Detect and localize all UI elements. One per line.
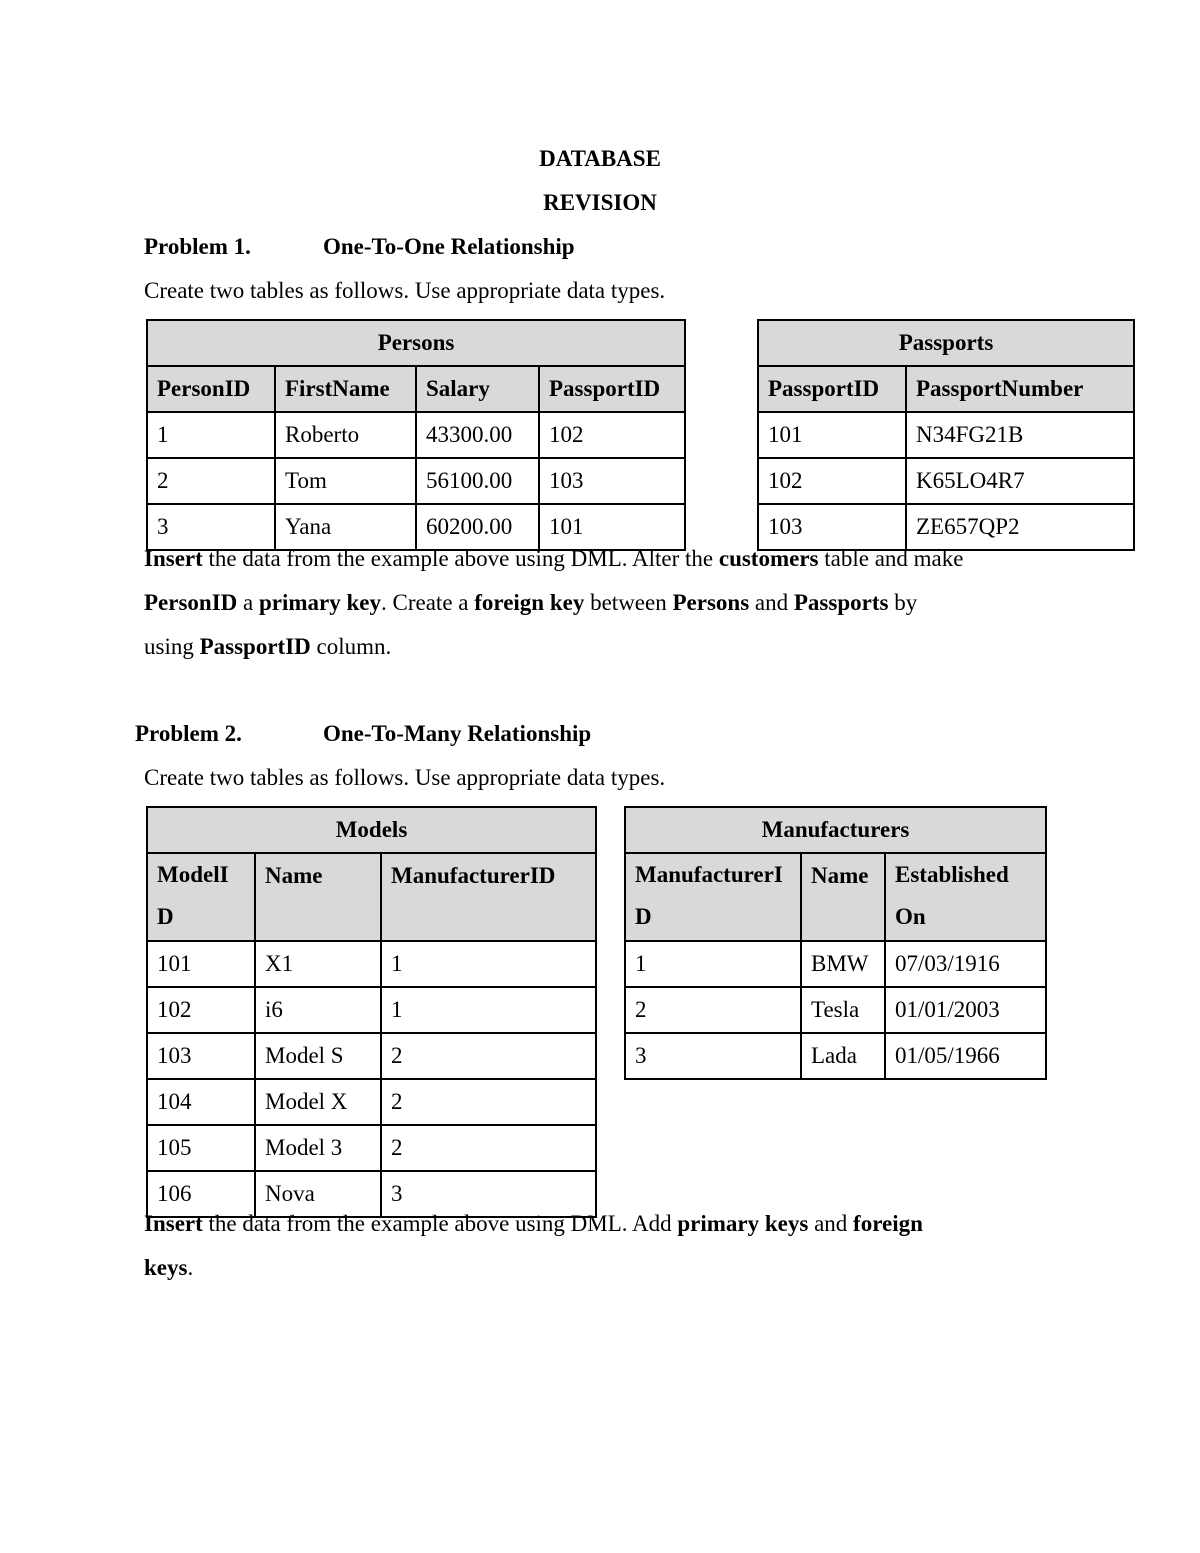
column-header: FirstName bbox=[275, 366, 416, 412]
column-header: PassportID bbox=[758, 366, 906, 412]
table-cell: 101 bbox=[147, 941, 255, 987]
column-header: Name bbox=[801, 853, 885, 941]
table-cell: 56100.00 bbox=[416, 458, 539, 504]
table-cell: 3 bbox=[381, 1171, 596, 1217]
table-cell: Lada bbox=[801, 1033, 885, 1079]
column-header: PersonID bbox=[147, 366, 275, 412]
table-row bbox=[625, 941, 1046, 987]
models-header-row bbox=[147, 853, 596, 941]
table-cell: ZE657QP2 bbox=[906, 504, 1134, 550]
persons-table bbox=[146, 319, 686, 551]
column-header: Name bbox=[255, 853, 381, 941]
table-cell: Roberto bbox=[275, 412, 416, 458]
table-cell: 2 bbox=[381, 1033, 596, 1079]
table-cell: 60200.00 bbox=[416, 504, 539, 550]
table-cell: 102 bbox=[539, 412, 685, 458]
table-cell: 103 bbox=[147, 1033, 255, 1079]
table-cell: Model S bbox=[255, 1033, 381, 1079]
table-cell: 2 bbox=[381, 1125, 596, 1171]
table-cell: Model 3 bbox=[255, 1125, 381, 1171]
problem1-label: Problem 1. bbox=[144, 234, 251, 259]
table-row bbox=[758, 458, 1134, 504]
table-row bbox=[147, 458, 685, 504]
table-cell: i6 bbox=[255, 987, 381, 1033]
table-cell: 2 bbox=[625, 987, 801, 1033]
table-cell: 101 bbox=[539, 504, 685, 550]
column-header: ManufacturerID bbox=[381, 853, 596, 941]
table-row bbox=[147, 1079, 596, 1125]
table-cell: 01/01/2003 bbox=[885, 987, 1046, 1033]
table-cell: 103 bbox=[758, 504, 906, 550]
passports-header-row bbox=[758, 366, 1134, 412]
table-cell: K65LO4R7 bbox=[906, 458, 1134, 504]
problem2-instruction-line1: Insert the data from the example above using DML. Add primary keys and foreign bbox=[144, 1211, 923, 1236]
models-table bbox=[146, 806, 597, 1218]
table-cell: 101 bbox=[758, 412, 906, 458]
table-cell: 103 bbox=[539, 458, 685, 504]
table-cell: 106 bbox=[147, 1171, 255, 1217]
manufacturers-table bbox=[624, 806, 1047, 1080]
doc-title-line2: REVISION bbox=[543, 190, 657, 215]
passports-table bbox=[757, 319, 1135, 551]
table-row bbox=[625, 987, 1046, 1033]
table-row bbox=[147, 941, 596, 987]
column-header: Established On bbox=[885, 853, 1046, 941]
table-cell: Tesla bbox=[801, 987, 885, 1033]
problem1-heading: One-To-One Relationship bbox=[323, 234, 575, 259]
table-cell: 07/03/1916 bbox=[885, 941, 1046, 987]
models-caption: Models bbox=[147, 807, 596, 853]
problem2-label: Problem 2. bbox=[135, 721, 242, 746]
persons-caption: Persons bbox=[147, 320, 685, 366]
table-cell: Model X bbox=[255, 1079, 381, 1125]
table-cell: 104 bbox=[147, 1079, 255, 1125]
problem1-intro: Create two tables as follows. Use appropriate data types. bbox=[144, 278, 666, 303]
passports-caption: Passports bbox=[758, 320, 1134, 366]
table-cell: 43300.00 bbox=[416, 412, 539, 458]
problem1-instruction-line3: using PassportID column. bbox=[144, 634, 392, 659]
table-cell: 1 bbox=[625, 941, 801, 987]
problem2-intro: Create two tables as follows. Use appropriate data types. bbox=[144, 765, 666, 790]
table-cell: 01/05/1966 bbox=[885, 1033, 1046, 1079]
problem2-heading: One-To-Many Relationship bbox=[323, 721, 592, 746]
table-row bbox=[147, 412, 685, 458]
problem1-instruction-line2: PersonID a primary key. Create a foreign key between Persons and Passports by bbox=[144, 590, 918, 615]
table-row bbox=[758, 412, 1134, 458]
column-header: Salary bbox=[416, 366, 539, 412]
column-header: PassportID bbox=[539, 366, 685, 412]
table-row bbox=[147, 987, 596, 1033]
table-cell: 102 bbox=[758, 458, 906, 504]
table-cell: Nova bbox=[255, 1171, 381, 1217]
table-cell: BMW bbox=[801, 941, 885, 987]
column-header: PassportNumber bbox=[906, 366, 1134, 412]
table-cell: Yana bbox=[275, 504, 416, 550]
table-cell: 1 bbox=[381, 987, 596, 1033]
table-cell: 1 bbox=[147, 412, 275, 458]
table-cell: X1 bbox=[255, 941, 381, 987]
table-row bbox=[147, 1125, 596, 1171]
table-row bbox=[147, 1033, 596, 1079]
table-cell: 102 bbox=[147, 987, 255, 1033]
table-cell: 2 bbox=[147, 458, 275, 504]
manufacturers-header-row bbox=[625, 853, 1046, 941]
table-cell: 105 bbox=[147, 1125, 255, 1171]
column-header: ManufacturerID bbox=[625, 853, 801, 941]
table-cell: 3 bbox=[625, 1033, 801, 1079]
table-cell: 3 bbox=[147, 504, 275, 550]
table-cell: Tom bbox=[275, 458, 416, 504]
table-cell: N34FG21B bbox=[906, 412, 1134, 458]
manufacturers-caption: Manufacturers bbox=[625, 807, 1046, 853]
problem1-instruction-line1: Insert the data from the example above using DML. Alter the customers table and make bbox=[144, 546, 964, 571]
column-header: ModelID bbox=[147, 853, 255, 941]
doc-title-line1: DATABASE bbox=[539, 146, 661, 171]
table-row bbox=[625, 1033, 1046, 1079]
problem2-instruction-line2: keys. bbox=[144, 1255, 194, 1280]
table-cell: 1 bbox=[381, 941, 596, 987]
persons-header-row bbox=[147, 366, 685, 412]
table-cell: 2 bbox=[381, 1079, 596, 1125]
